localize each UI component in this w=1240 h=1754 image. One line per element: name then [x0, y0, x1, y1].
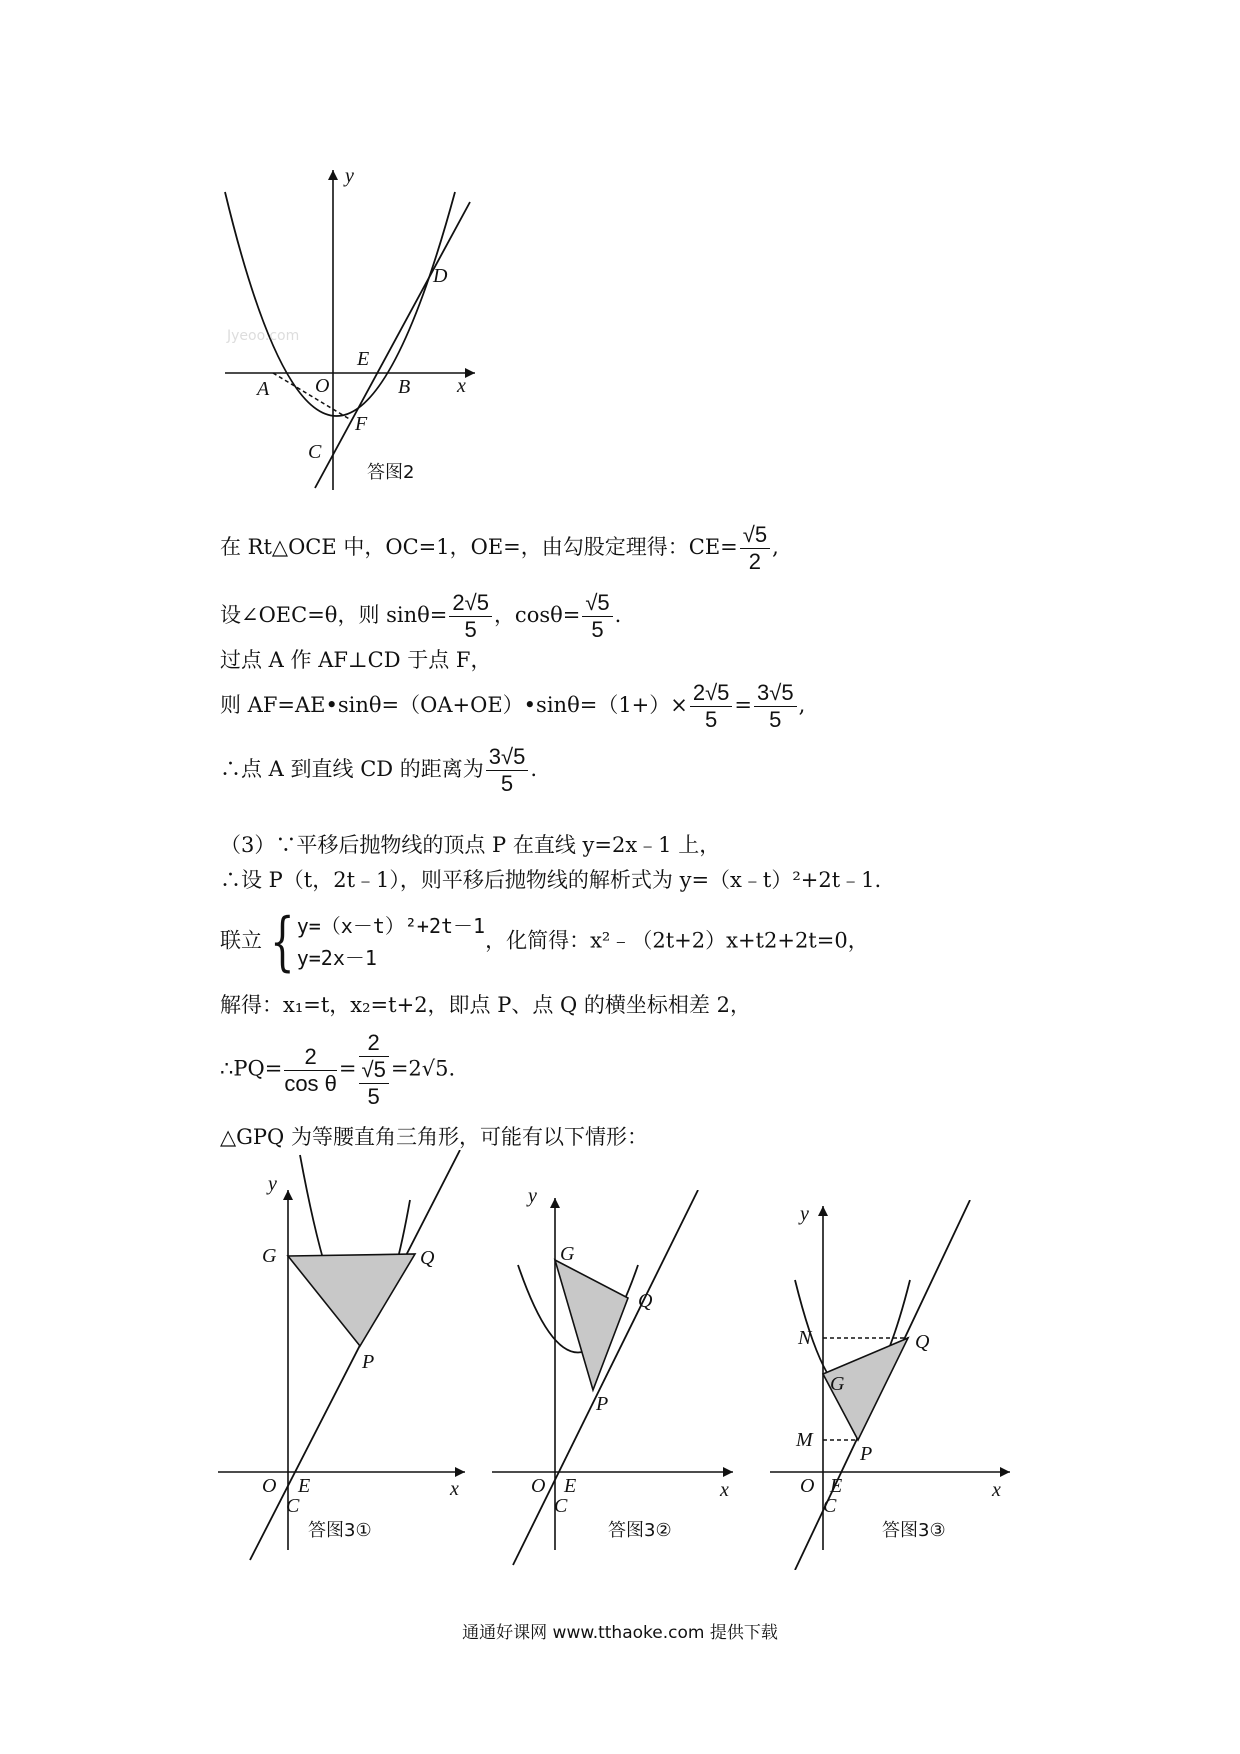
label-C: C [286, 1495, 300, 1517]
figure-3-2-caption: 答图3② [608, 1520, 672, 1541]
figure-2-caption: 答图2 [367, 462, 415, 483]
line-8: 联立 { y=（x－t）²+2t－1 y=2x－1 ，化简得：x²﹣（2t+2）x+t2+2t=0， [220, 905, 869, 979]
label-E: E [830, 1475, 843, 1497]
label-E: E [564, 1475, 577, 1497]
label-y: y [800, 1203, 809, 1225]
line-6: （3）∵平移后抛物线的顶点 P 在直线 y=2x﹣1 上， [220, 833, 721, 857]
footer: 通通好课网 www.tthaoke.com 提供下载 [462, 1623, 778, 1643]
line-3: 过点 A 作 AF⊥CD 于点 F， [220, 648, 492, 672]
label-x: x [992, 1479, 1001, 1501]
line-4: 则 AF=AE•sinθ=（OA+OE）•sinθ=（1+）× $\frac{2√5}{5}$ = $\frac{3√5}{5}$ , [220, 680, 806, 732]
line-7: ∴设 P（t，2t﹣1），则平移后抛物线的解析式为 y=（x﹣t）²+2t﹣1. [220, 868, 882, 892]
label-Q: Q [420, 1247, 435, 1269]
label-C: C [554, 1495, 568, 1517]
watermark: Jyeoo.com [227, 328, 300, 344]
label-y: y [345, 165, 354, 187]
label-N: N [798, 1327, 812, 1349]
label-C: C [823, 1495, 837, 1517]
line-10: ∴PQ= $\frac{2}{\text{cos θ}}$ = $\frac{2}{\frac{√5}{5}}$ =2√5. [220, 1030, 456, 1109]
label-D: D [433, 265, 448, 287]
label-E: E [298, 1475, 311, 1497]
label-A: A [257, 378, 270, 400]
line-5: ∴点 A 到直线 CD 的距离为 $\frac{3√5}{5}$ . [220, 744, 538, 796]
line-9: 解得：x₁=t，x₂=t+2，即点 P、点 Q 的横坐标相差 2， [220, 993, 751, 1017]
label-E: E [357, 348, 370, 370]
line-11: △GPQ 为等腰直角三角形，可能有以下情形： [220, 1125, 648, 1149]
label-M: M [796, 1429, 813, 1451]
label-G: G [262, 1245, 277, 1267]
figure-3-3 [770, 1200, 1020, 1570]
line-1: 在 Rt△OCE 中，OC=1，OE=，由勾股定理得：CE= $\frac{√5}{2}$ , [220, 522, 779, 574]
label-O: O [800, 1475, 815, 1497]
line-2: 设∠OEC=θ，则 sinθ= $\frac{2√5}{5}$ ，cosθ= $\frac{√5}{5}$ . [220, 590, 622, 642]
label-x: x [720, 1479, 729, 1501]
label-x: x [457, 375, 466, 397]
label-O: O [531, 1475, 546, 1497]
label-B: B [398, 376, 411, 398]
figure-3-1 [210, 1150, 470, 1570]
label-C: C [308, 441, 322, 463]
label-P: P [596, 1393, 609, 1415]
label-y: y [268, 1173, 277, 1195]
label-Q: Q [915, 1331, 930, 1353]
figure-3-1-caption: 答图3① [308, 1520, 372, 1541]
label-F: F [355, 413, 368, 435]
label-G: G [830, 1373, 845, 1395]
label-y: y [528, 1190, 537, 1207]
label-O: O [315, 375, 330, 397]
label-O: O [262, 1475, 277, 1497]
label-P: P [362, 1351, 375, 1373]
label-x: x [450, 1478, 459, 1500]
figure-3-3-caption: 答图3③ [882, 1520, 946, 1541]
label-Q: Q [638, 1290, 653, 1312]
figure-3-2 [488, 1190, 738, 1570]
figure-2 [215, 160, 485, 500]
label-G: G [560, 1243, 575, 1265]
label-P: P [860, 1443, 873, 1465]
